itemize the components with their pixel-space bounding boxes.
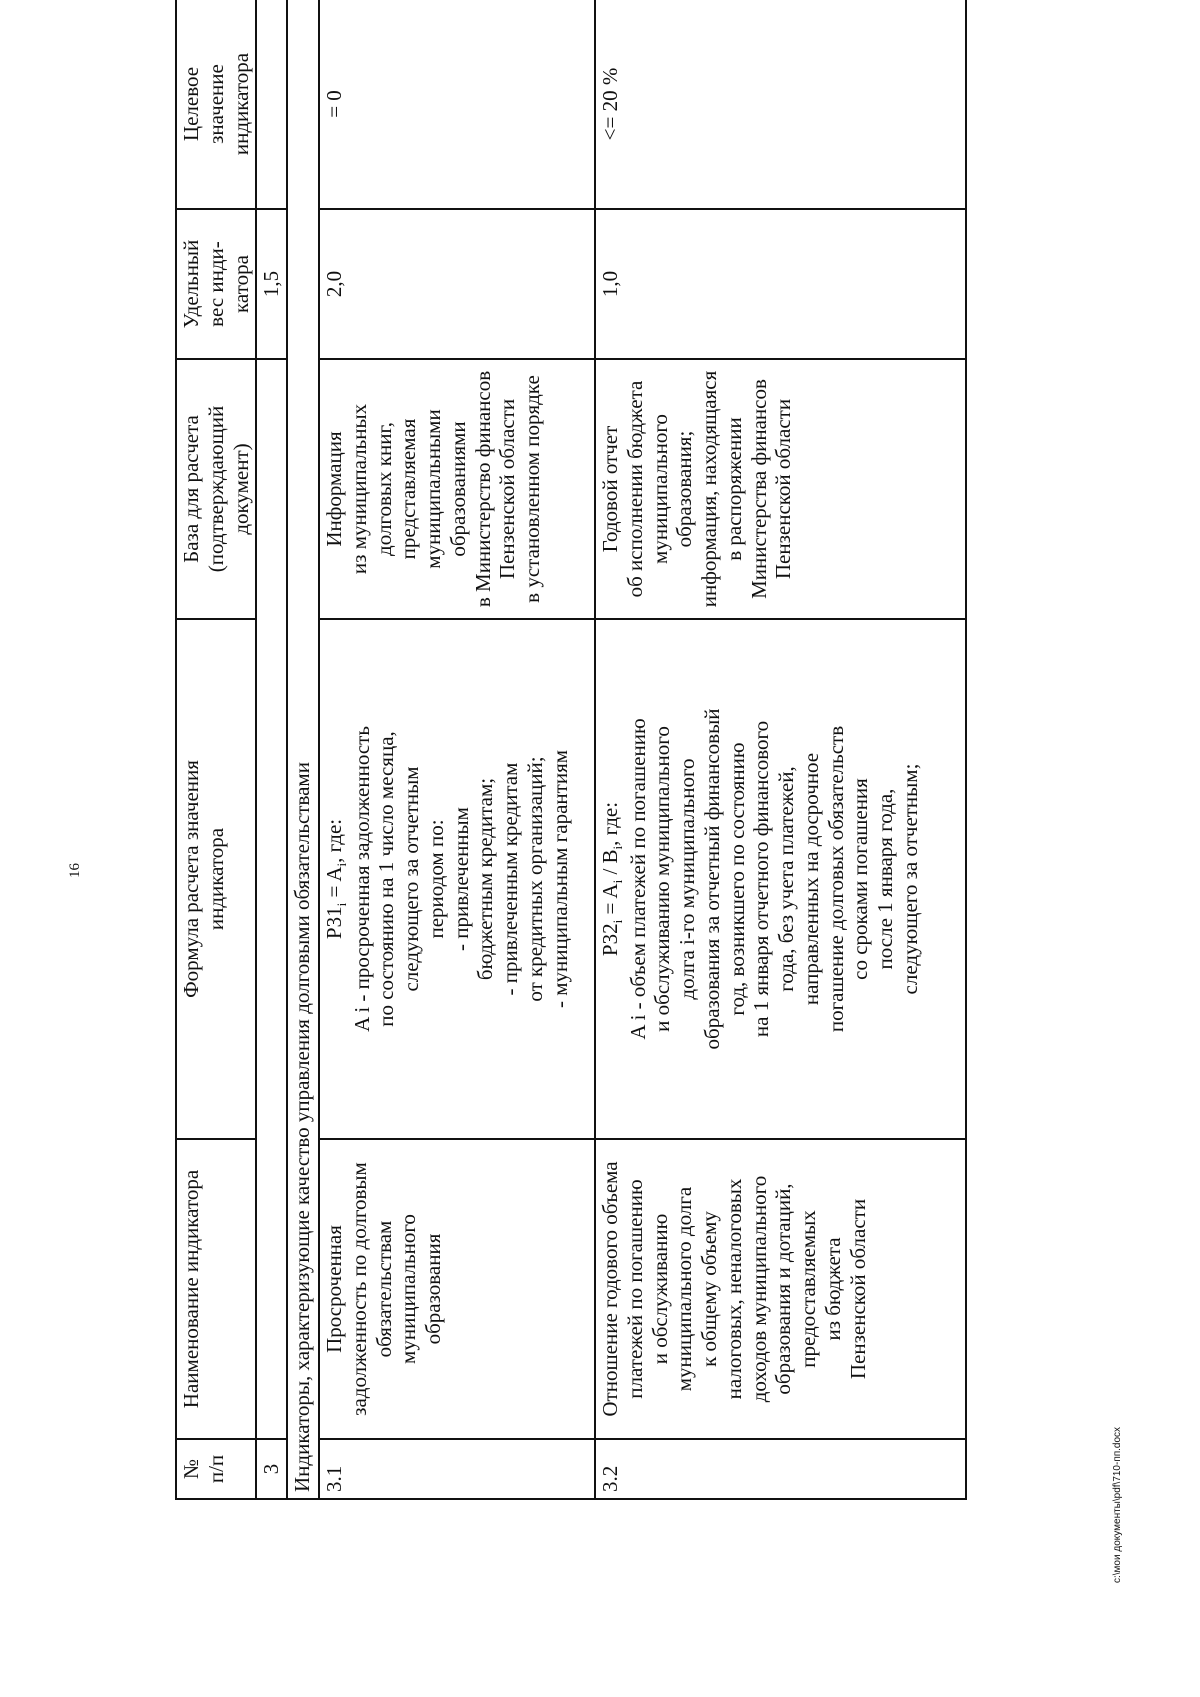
header-num: № п/п <box>176 1439 256 1499</box>
table-row <box>595 0 966 1499</box>
header-name: Наименование индикатора <box>176 1139 256 1439</box>
section-weight: 1,5 <box>256 209 287 359</box>
calculation-base: Информация из муниципальных долговых книг, представляемая муниципальными образованиями в Министерство финансов Пензенской области в установленном порядке <box>319 359 595 619</box>
row-number: 3.1 <box>319 1439 595 1499</box>
indicator-weight: 1,0 <box>595 209 966 359</box>
page-number: 16 <box>67 863 83 878</box>
header-formula: Формула расчета значения индикатора <box>176 619 256 1139</box>
section-title-row <box>287 0 319 1499</box>
indicator-formula <box>319 619 595 1139</box>
footer-file-path: c:\мои документы\pdf\710-пп.docx <box>1112 1426 1123 1583</box>
section-number: 3 <box>256 1439 287 1499</box>
formula-description: A i - объем платежей по погашению и обслуживанию муниципального долга i-го муниципального образования за отчетный финансовый год, возникшего по состоянию на 1 января отчетного финансового года, без учета платежей, направленных на досрочное погашение долговых обязательств со сроками погашения после 1 января года, следующего за отчетным; <box>625 708 922 1050</box>
table-row <box>319 0 595 1499</box>
indicators-table <box>175 0 967 1500</box>
indicator-target: = 0 <box>319 0 595 209</box>
header-target: Целевое значение индикатора <box>176 0 256 209</box>
section-number-blank <box>256 359 287 1439</box>
formula-description: A i - просроченная задолженность по состоянию на 1 число месяца, следующего за отчетным периодом по: - привлеченным бюджетным кредитам; - привлеченным кредитам от кредитных организаций; - муниципальным гарантиям <box>349 726 572 1032</box>
table-header-row <box>176 0 256 1499</box>
formula-line: $Р31_i = A_i$, где: <box>322 818 350 940</box>
indicator-name: Просроченная задолженность по долговым обязательствам муниципального образования <box>319 1139 595 1439</box>
section-target-blank <box>256 0 287 209</box>
section-title: Индикаторы, характеризующие качество управления долговыми обязательствами <box>287 0 319 1499</box>
header-weight: Удельный вес инди- катора <box>176 209 256 359</box>
indicator-name: Отношение годового объема платежей по погашению и обслуживанию муниципального долга к общему объему налоговых, неналоговых доходов муниципального образования и дотаций, предоставляемых из бюджета Пензенской области <box>595 1139 966 1439</box>
section-3-number-row <box>256 0 287 1499</box>
indicator-formula <box>595 619 966 1139</box>
indicator-target: <= 20 % <box>595 0 966 209</box>
calculation-base: Годовой отчет об исполнении бюджета муниципального образования; информация, находящаяся в распоряжении Министерства финансов Пензенской области <box>595 359 966 619</box>
formula-line: $Р32_i = A_i / B_i$, где: <box>598 801 626 957</box>
indicator-weight: 2,0 <box>319 209 595 359</box>
row-number: 3.2 <box>595 1439 966 1499</box>
header-base: База для расчета (подтверждающий документ) <box>176 359 256 619</box>
rotated-table-container <box>175 0 1025 1500</box>
